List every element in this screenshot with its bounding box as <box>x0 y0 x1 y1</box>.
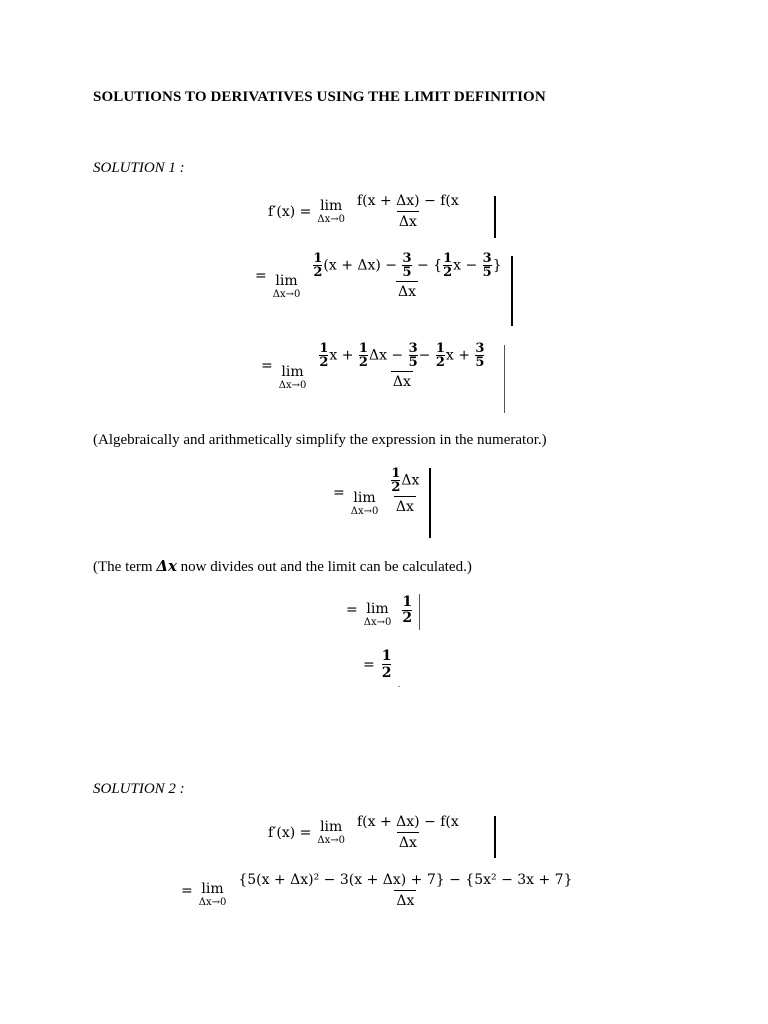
limit-operator <box>351 491 379 517</box>
solution-2-label: SOLUTION 2 : <box>93 781 185 797</box>
expanded-quotient <box>310 252 503 300</box>
half-fraction: $\frac{1}{2}$ <box>319 341 329 370</box>
fraction-numerator: f(x + Δx) − f(x <box>356 814 459 830</box>
limit-operator <box>317 820 345 846</box>
limit-operator <box>279 365 307 391</box>
half-fraction: $\frac{1}{2}$ <box>443 251 453 280</box>
solution-1-equation-5 <box>346 592 413 628</box>
lim-word: lim <box>281 364 304 380</box>
equals-sign: = <box>181 882 193 899</box>
lim-subscript: Δx→0 <box>198 896 227 908</box>
lim-subscript: Δx→0 <box>272 289 301 300</box>
expanded-quotient <box>236 872 574 909</box>
fraction-numerator: $\frac{1}{2}$ (x + Δx) − $\frac{3}{5}$ − { $\frac{1}{2}$ x − $\frac{3}{5}$ } <box>313 251 502 280</box>
fraction-numerator: f(x + Δx) − f(x <box>356 193 459 209</box>
limit-operator <box>317 199 345 225</box>
difference-quotient <box>355 193 461 230</box>
three-fifths-fraction: $\frac{3}{5}$ <box>408 341 418 370</box>
derivative-lhs: f′(x) = <box>268 203 312 220</box>
equals-sign: = <box>363 656 375 673</box>
fraction-numerator: {5(x + Δx)² − 3(x + Δx) + 7} − {5x² − 3x + 7} <box>238 872 573 888</box>
lim-word: lim <box>366 601 389 617</box>
solution-1-equation-2 <box>255 252 504 300</box>
lim-subscript: Δx→0 <box>363 617 392 628</box>
lim-word: lim <box>353 490 376 506</box>
lim-word: lim <box>320 818 343 835</box>
page-title: SOLUTIONS TO DERIVATIVES USING THE LIMIT DEFINITION <box>93 89 546 105</box>
limit-operator <box>199 882 227 908</box>
clip-bar <box>504 345 505 413</box>
clip-bar <box>429 468 431 538</box>
fraction-numerator: $\frac{1}{2}$ Δx <box>391 466 420 495</box>
distributed-quotient <box>316 342 487 390</box>
lim-subscript: Δx→0 <box>317 213 345 225</box>
lim-subscript: Δx→0 <box>317 834 345 846</box>
half-fraction: 1 2 <box>402 593 413 626</box>
solution-1-result <box>363 648 392 681</box>
note-text: now divides out and the limit can be calculated.) <box>176 559 472 575</box>
stray-mark <box>398 686 400 687</box>
solution-2-equation-1 <box>268 814 461 851</box>
three-fifths-fraction: $\frac{3}{5}$ <box>482 251 492 280</box>
lim-word: lim <box>320 197 343 214</box>
equals-sign: = <box>346 602 358 618</box>
note-text: (The term <box>93 559 157 575</box>
simplify-note: (Algebraically and arithmetically simplify the expression in the numerator.) <box>93 432 547 448</box>
half-fraction: $\frac{1}{2}$ <box>381 648 392 681</box>
derivative-lhs: f′(x) = <box>268 824 312 841</box>
solution-1-equation-4 <box>333 465 421 517</box>
three-fifths-fraction: $\frac{3}{5}$ <box>475 341 485 370</box>
lim-word: lim <box>201 880 224 897</box>
equals-sign: = <box>261 358 273 374</box>
equals-sign: = <box>255 268 267 284</box>
divide-out-note <box>93 557 472 576</box>
solution-1-equation-3 <box>261 341 487 391</box>
clip-bar <box>419 594 420 630</box>
half-fraction: $\frac{1}{2}$ <box>313 251 323 280</box>
fraction-denominator: Δx <box>391 371 413 390</box>
lim-word: lim <box>275 273 298 289</box>
delta-x-term: Δx <box>156 557 177 575</box>
fraction-denominator: Δx <box>397 832 419 851</box>
half-fraction: $\frac{1}{2}$ <box>435 341 445 370</box>
equals-sign: = <box>333 485 345 501</box>
three-fifths-fraction: $\frac{3}{5}$ <box>402 251 412 280</box>
solution-2-equation-2 <box>181 872 575 909</box>
fraction-denominator: Δx <box>396 281 418 300</box>
simplified-quotient <box>388 467 421 515</box>
half-fraction: $\frac{1}{2}$ <box>358 341 368 370</box>
fraction-denominator: Δx <box>397 211 419 230</box>
lim-subscript: Δx→0 <box>350 506 379 517</box>
clip-bar <box>494 196 496 238</box>
half-fraction: $\frac{1}{2}$ <box>391 466 401 495</box>
fraction-denominator: Δx <box>394 890 416 909</box>
clip-bar <box>494 816 496 858</box>
lim-subscript: Δx→0 <box>278 380 307 391</box>
difference-quotient <box>355 814 461 851</box>
solution-1-label: SOLUTION 1 : <box>93 160 185 176</box>
solution-1-equation-1 <box>268 193 461 230</box>
limit-operator <box>364 602 392 628</box>
clip-bar <box>511 256 513 326</box>
limit-operator <box>273 274 301 300</box>
fraction-denominator: Δx <box>394 496 416 515</box>
fraction-numerator: $\frac{1}{2}$ x + $\frac{1}{2}$ Δx − $\frac{3}{5}$ − $\frac{1}{2}$ x + $\frac{3}{5}$ <box>319 341 485 370</box>
